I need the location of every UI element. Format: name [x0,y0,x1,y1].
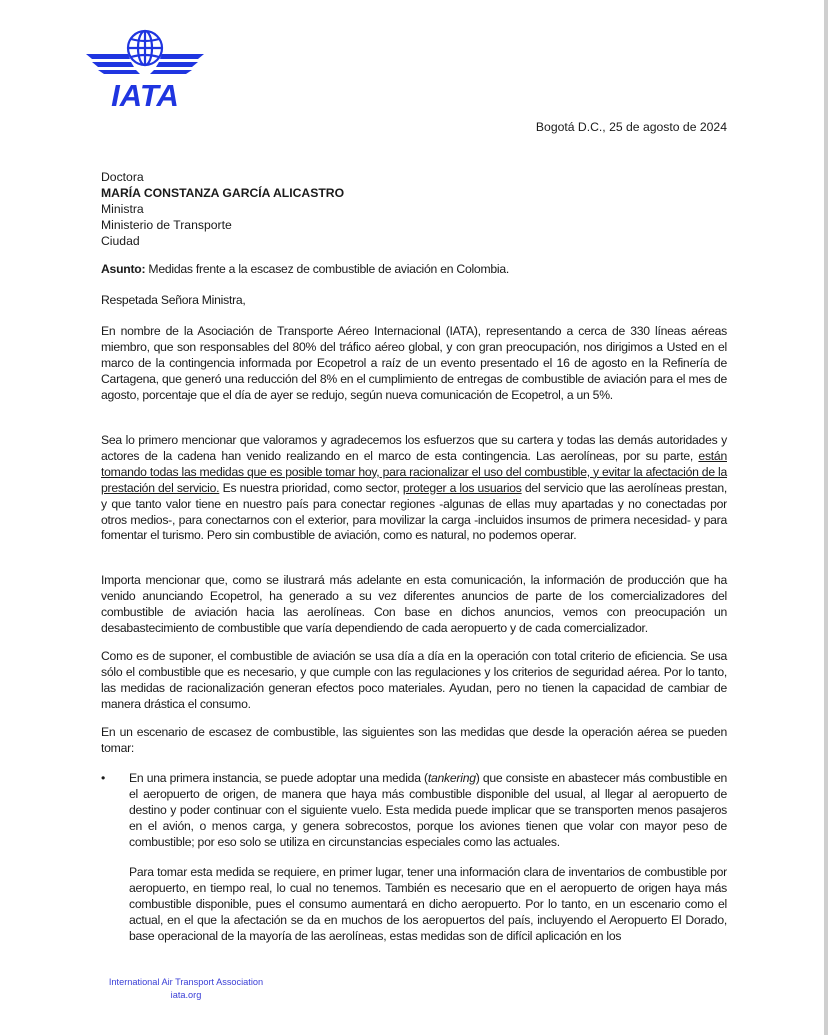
footer-site[interactable]: iata.org [170,990,202,1000]
logo-text: IATA [111,78,179,108]
recipient-role: Ministra [101,201,144,216]
bullet1-italic: tankering [427,771,476,785]
footer [101,976,271,1002]
paragraph-2 [101,433,727,544]
p2-text-c: del servicio que las aerolíneas prestan, y que tanto valor tiene en nuestro país para conectar regiones -algunas de ellas muy apartadas y no conectadas por otros medios-, para conectarnos con el exterior, para movilizar la carga -incluidos insumos de primera necesidad- y para fomentar el turismo. Pero sin combustible de aviación, como es natural, no podemos operar. [101,480,728,543]
bullet-item-1 [129,771,727,851]
p2-underlined-1: están tomando todas las medidas que es posible tomar hoy, para racionalizar el uso del combustible, y evitar la afectación de la prestación del servicio. [101,448,727,495]
recipient-block [101,170,344,250]
paragraph-4: Como es de suponer, el combustible de aviación se usa día a día en la operación con total criterio de eficiencia. Se usa sólo el combustible que es necesario, y que cumple con las regulaciones y los criterios de seguridad aérea. Por lo tanto, las medidas de racionalización generan efectos poco materiales. Ayudan, pero no tienen la capacidad de cambiar de manera drástica el consumo. [101,649,727,711]
subject-text: Medidas frente a la escasez de combustible de aviación en Colombia. [145,262,510,276]
subject-label: Asunto: [101,262,146,276]
bullet1-text-a: En una primera instancia, se puede adoptar una medida ( [129,771,428,785]
recipient-name: MARÍA CONSTANZA GARCÍA ALICASTRO [101,185,345,200]
p2-text-a: Sea lo primero mencionar que valoramos y agradecemos los esfuerzos que su cartera y todas las demás autoridades y actores de la cadena han venido realizando en el marco de esta contingencia. Las aerolíneas, por su parte, [101,433,727,463]
paragraph-1: En nombre de la Asociación de Transporte Aéreo Internacional (IATA), representando a cerca de 330 líneas aéreas miembro, que son responsables del 80% del tráfico aéreo global, y con gran preocupación, nos dirigimos a Usted en el marco de la contingencia informada por Ecopetrol a raíz de un evento presentado el 16 de agosto en la Refinería de Cartagena, que generó una reducción del 8% en el cumplimiento de entregas de combustible de aviación para el mes de agosto, porcentaje que el día de ayer se redujo, según nueva comunicación de Ecopetrol, a un 5%. [101,324,727,402]
greeting: Respetada Señora Ministra, [101,293,246,307]
iata-logo [84,24,206,108]
subject-line [101,262,727,278]
paragraph-3: Importa mencionar que, como se ilustrará más adelante en esta comunicación, la información de producción que ha venido anunciando Ecopetrol, ha generado a su vez diferentes anuncios de parte de los comercializadores del combustible de aviación hacia las aerolíneas. Con base en dichos anuncios, vemos con preocupación un desabastecimiento de combustible que varía dependiendo de cada aeropuerto y de cada comercializador. [101,573,727,635]
p2-text-b: Es nuestra prioridad, como sector, [219,480,403,495]
p2-underlined-2: proteger a los usuarios [402,480,522,495]
footer-org: International Air Transport Association [108,977,264,987]
recipient-org: Ministerio de Transporte [101,217,232,232]
recipient-title: Doctora [101,170,144,184]
bullet-item-1-continuation: Para tomar esta medida se requiere, en primer lugar, tener una información clara de inventarios de combustible por aeropuerto, en tiempo real, lo cual no tenemos. También es necesario que en el aeropuerto de origen haya más combustible disponible, pues el consumo aumentará en dicho aeropuerto. Por lo tanto, en un escenario como el actual, en el que la afectación se da en muchos de los aeropuertos del país, incluyendo el Aeropuerto El Dorado, base operacional de la mayoría de las aerolíneas, estas medidas son de difícil aplicación en los [129,865,727,943]
paragraph-5: En un escenario de escasez de combustible, las siguientes son las medidas que desde la operación aérea se pueden tomar: [101,725,727,755]
recipient-city: Ciudad [101,233,140,248]
bullet-icon: • [101,771,106,785]
page-edge [824,0,828,1035]
letter-date: Bogotá D.C., 25 de agosto de 2024 [535,120,727,134]
bullet1-text-b: ) que consiste en abastecer más combustible en el aeropuerto de origen, de manera que haya más combustible disponible del usual, al llegar al aeropuerto de destino y poder continuar con el siguiente vuelo. Esta medida puede implicar que se transporten menos pasajeros en el avión, o menos carga, y genera sobrecostos, porque los aviones tienen que volar con mayor peso de combustible; por eso solo se utiliza en circunstancias especiales como las actuales. [129,771,728,849]
